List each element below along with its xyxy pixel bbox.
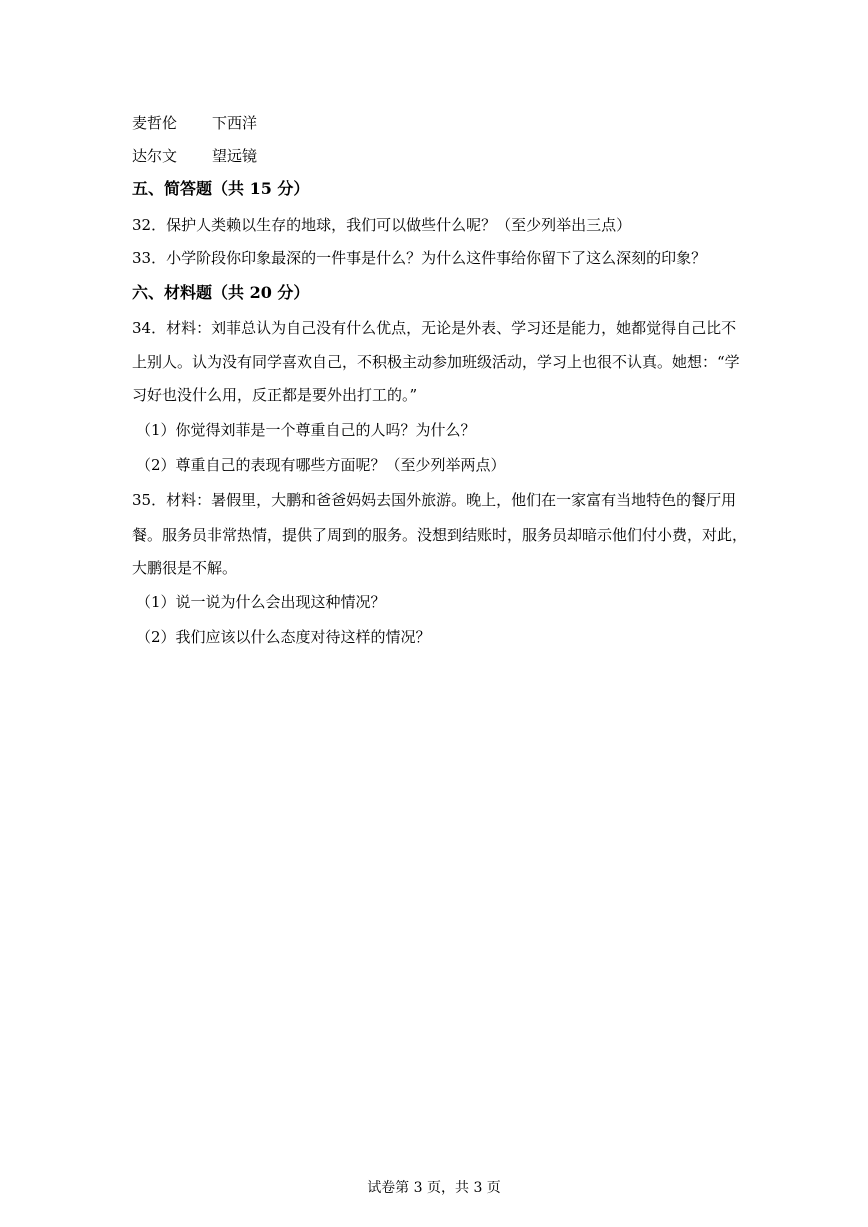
question-32: 32．保护人类赖以生存的地球，我们可以做些什么呢？（至少列举出三点） <box>132 216 632 234</box>
section-5-title: 五、简答题（共 15 分） <box>132 179 310 198</box>
question-34-line-3: 习好也没什么用，反正都是要外出打工的。” <box>132 386 418 404</box>
page-footer: 试卷第 3 页，共 3 页 <box>367 1180 501 1196</box>
match-right: 下西洋 <box>212 114 258 132</box>
question-34-line-2: 上别人。认为没有同学喜欢自己，不积极主动参加班级活动，学习上也很不认真。她想：“学 <box>132 353 740 371</box>
match-left: 达尔文 <box>132 147 178 165</box>
match-left: 麦哲伦 <box>132 114 178 132</box>
question-34-sub-1: （1）你觉得刘菲是一个尊重自己的人吗？为什么？ <box>136 421 476 439</box>
question-35-sub-2: （2）我们应该以什么态度对待这样的情况？ <box>136 628 431 646</box>
question-35-sub-1: （1）说一说为什么会出现这种情况？ <box>136 593 386 611</box>
question-35-line-3: 大鹏很是不解。 <box>132 559 238 577</box>
match-right: 望远镜 <box>212 147 258 165</box>
question-35-line-1: 35．材料：暑假里，大鹏和爸爸妈妈去国外旅游。晚上，他们在一家富有当地特色的餐厅用 <box>132 491 737 509</box>
question-35-line-2: 餐。服务员非常热情，提供了周到的服务。没想到结账时，服务员却暗示他们付小费，对此， <box>132 526 748 544</box>
match-row-2 <box>132 146 257 166</box>
section-6-title: 六、材料题（共 20 分） <box>132 283 310 302</box>
match-row-1 <box>132 113 257 133</box>
question-34-sub-2: （2）尊重自己的表现有哪些方面呢？（至少列举两点） <box>136 456 506 474</box>
question-33: 33．小学阶段你印象最深的一件事是什么？为什么这件事给你留下了这么深刻的印象？ <box>132 249 707 267</box>
question-34-line-1: 34．材料：刘菲总认为自己没有什么优点，无论是外表、学习还是能力，她都觉得自己比不 <box>132 319 737 337</box>
